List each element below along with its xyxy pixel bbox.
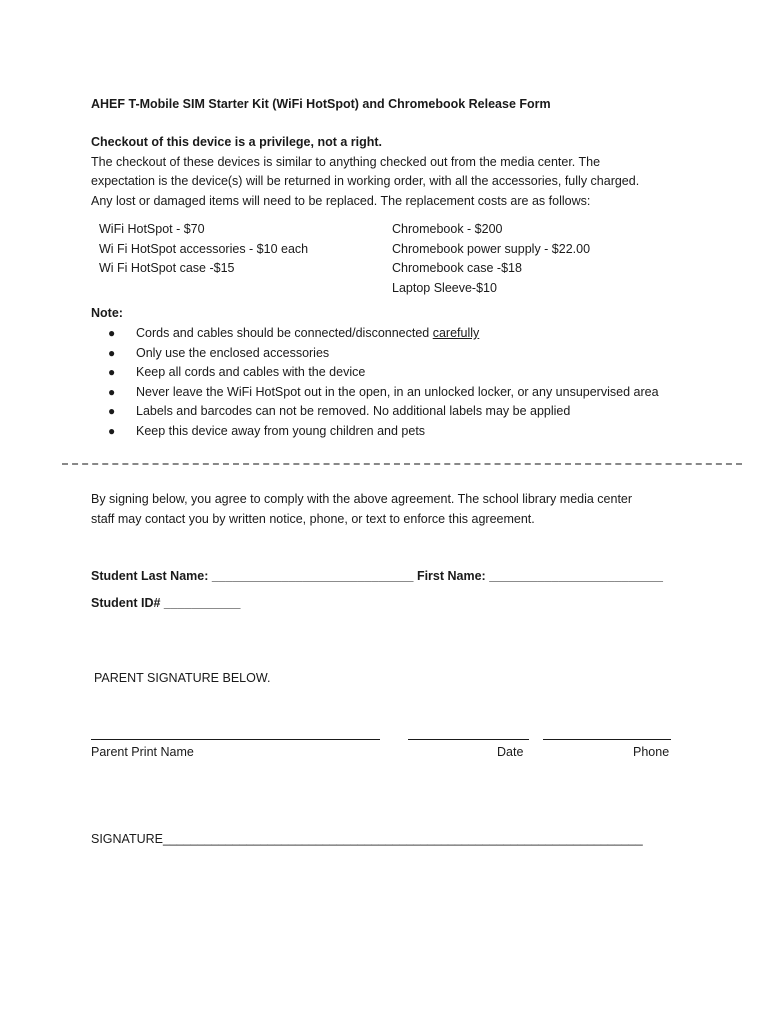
bullet-icon: ● (108, 345, 116, 360)
intro-line-2: expectation is the device(s) will be returned in working order, with all the accessories, fully charged. (91, 174, 640, 188)
intro-line-3: Any lost or damaged items will need to be replaced. The replacement costs are as follows: (91, 194, 591, 208)
bullet-icon: ● (108, 404, 116, 418)
chromebook-costs (392, 220, 590, 298)
cost-item: WiFi HotSpot - $70 (99, 222, 205, 236)
signature-row (91, 831, 643, 847)
note-item (108, 422, 659, 442)
student-id-field[interactable]: ___________ (163, 596, 241, 610)
parent-print-name-field[interactable] (91, 739, 380, 740)
signature-label: SIGNATURE (91, 832, 163, 846)
note-text: Keep this device away from young children and pets (136, 423, 426, 438)
privilege-heading: Checkout of this device is a privilege, not a right. (91, 135, 383, 149)
note-heading: Note: (91, 306, 123, 320)
note-emphasis: carefully (432, 326, 480, 340)
note-text: Never leave the WiFi HotSpot out in the open, in an unlocked locker, or any unsupervised area (136, 384, 659, 399)
cost-item: Laptop Sleeve-$10 (392, 280, 497, 295)
student-id-label: Student ID# (91, 596, 164, 610)
agreement-line-1: By signing below, you agree to comply with the above agreement. The school library media center (91, 492, 633, 506)
note-item (108, 324, 659, 344)
agreement-line-2: staff may contact you by written notice, phone, or text to enforce this agreement. (91, 512, 535, 526)
date-label: Date (497, 745, 524, 759)
note-item (108, 383, 659, 403)
last-name-label: Student Last Name: (91, 569, 212, 583)
bullet-icon: ● (108, 384, 116, 399)
note-text: Keep all cords and cables with the device (136, 365, 366, 379)
note-item (108, 363, 659, 383)
bullet-icon: ● (108, 365, 116, 379)
bullet-icon: ● (108, 326, 116, 340)
parent-print-name-label: Parent Print Name (91, 745, 194, 759)
first-name-label: First Name: (413, 569, 490, 583)
note-list (108, 324, 659, 441)
note-text: Only use the enclosed accessories (136, 345, 330, 360)
first-name-field[interactable]: _________________________ (489, 569, 663, 583)
note-text: Labels and barcodes can not be removed. No additional labels may be applied (136, 404, 571, 418)
student-id-row (91, 595, 240, 611)
phone-label: Phone (633, 745, 670, 759)
date-field[interactable] (408, 739, 529, 740)
signature-field[interactable]: _____________________________________________________________________ (163, 832, 643, 846)
bullet-icon: ● (108, 423, 116, 438)
cost-item: Chromebook case -$18 (392, 261, 522, 275)
cost-item: Wi Fi HotSpot accessories - $10 each (99, 241, 309, 256)
cost-item: Wi Fi HotSpot case -$15 (99, 261, 235, 275)
hotspot-costs (99, 220, 308, 279)
parent-signature-heading: PARENT SIGNATURE BELOW. (94, 671, 271, 685)
last-name-field[interactable]: _____________________________ (211, 569, 414, 583)
note-item (108, 344, 659, 364)
cost-item: Chromebook power supply - $22.00 (392, 241, 591, 256)
phone-field[interactable] (543, 739, 671, 740)
student-name-row (91, 568, 663, 584)
cost-item: Chromebook - $200 (392, 222, 503, 236)
note-text: Cords and cables should be connected/disconnected (136, 326, 433, 340)
note-item (108, 402, 659, 422)
form-title: AHEF T-Mobile SIM Starter Kit (WiFi HotSpot) and Chromebook Release Form (91, 97, 551, 111)
cut-line-divider (62, 463, 742, 465)
intro-line-1: The checkout of these devices is similar to anything checked out from the media center. The (91, 155, 601, 169)
